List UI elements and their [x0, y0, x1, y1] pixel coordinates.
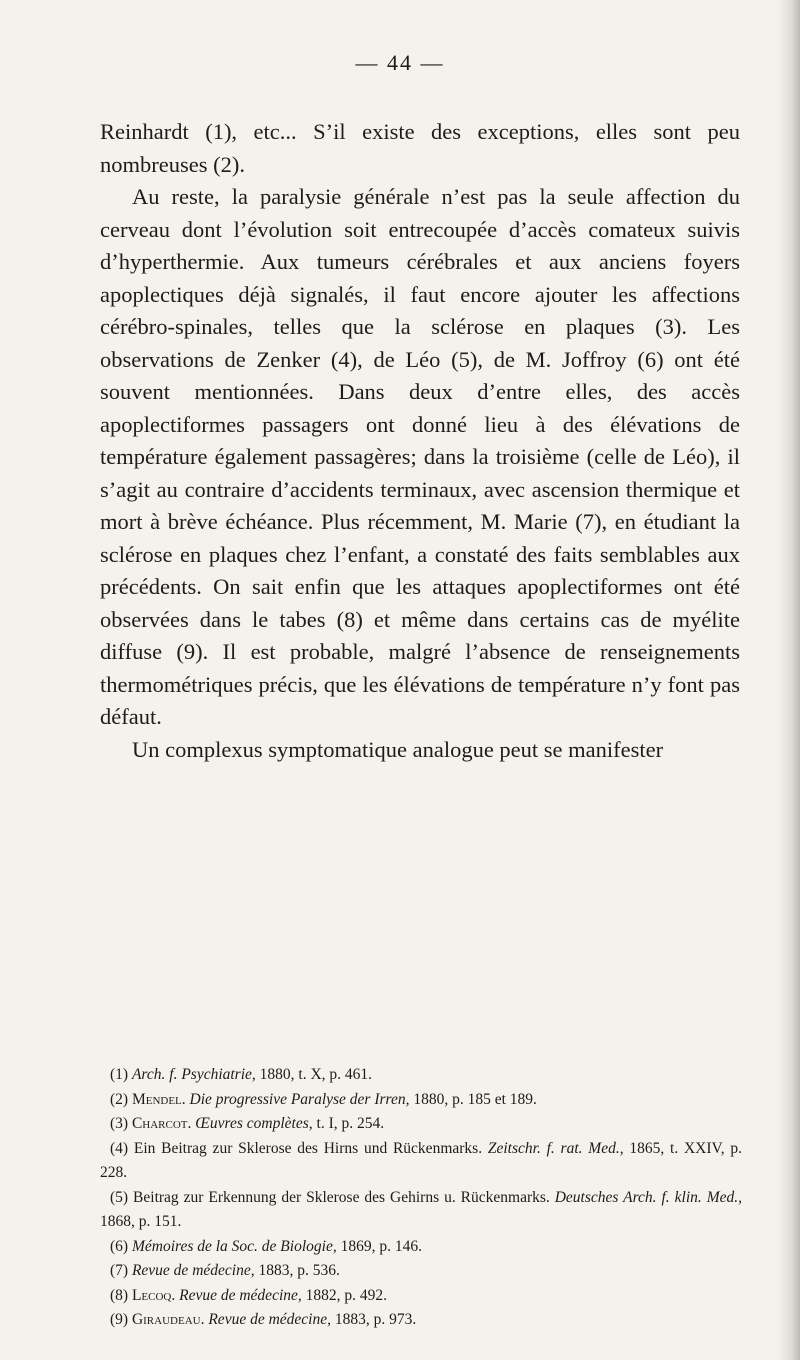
- body-text: [100, 116, 740, 766]
- footnote-2: (2) Mendel. Die progressive Paralyse der Irren, 1880, p. 185 et 189.: [110, 1090, 537, 1108]
- footnote-5: (5) Beitrag zur Erkennung der Sklerose des Gehirns u. Rückenmarks. Deutsches Arch. f. klin. Med., 1868, p. 151.: [100, 1188, 743, 1230]
- footnote-6: (6) Mémoires de la Soc. de Biologie, 1869, p. 146.: [110, 1237, 422, 1255]
- paragraph-2: Au reste, la paralysie générale n’est pas la seule affection du cerveau dont l’évolution soit entrecoupée d’accès comateux suivis d’hyperthermie. Aux tumeurs cérébrales et aux anciens foyers apoplectiques déjà signalés, il faut encore ajouter les affections cérébro-spinales, telles que la sclérose en plaques (3). Les observations de Zenker (4), de Léo (5), de M. Joffroy (6) ont été souvent mentionnées. Dans deux d’entre elles, des accès apoplectiformes passagers ont donné lieu à des élévations de température également passagères; dans la troisième (celle de Léo), il s’agit au contraire d’accidents terminaux, avec ascension thermique et mort à brève échéance. Plus récemment, M. Marie (7), en étudiant la sclérose en plaques chez l’enfant, a constaté des faits semblables aux précédents. On sait enfin que les attaques apoplectiformes ont été observées dans le tabes (8) et même dans certains cas de myélite diffuse (9). Il est probable, malgré l’absence de renseignements thermométriques précis, que les élévations de température n’y font pas défaut.: [100, 184, 740, 729]
- footnote-8: (8) Lecoq. Revue de médecine, 1882, p. 492.: [110, 1286, 388, 1304]
- footnote-1: (1) Arch. f. Psychiatrie, 1880, t. X, p. 461.: [110, 1066, 373, 1083]
- footnotes: [100, 1063, 742, 1333]
- page-edge-shadow: [778, 0, 800, 1360]
- footnote-9: (9) Giraudeau. Revue de médecine, 1883, p. 973.: [110, 1311, 417, 1328]
- footnote-7: (7) Revue de médecine, 1883, p. 536.: [110, 1262, 340, 1279]
- footnote-3: (3) Charcot. Œuvres complètes, t. I, p. 254.: [110, 1115, 385, 1132]
- paragraph-3: Un complexus symptomatique analogue peut se manifester: [132, 736, 664, 762]
- page-number: — 44 —: [355, 50, 445, 75]
- paragraph-1: Reinhardt (1), etc... S’il existe des exceptions, elles sont peu nombreuses (2).: [100, 119, 740, 177]
- footnote-4: (4) Ein Beitrag zur Sklerose des Hirns und Rückenmarks. Zeitschr. f. rat. Med., 1865, t. XXIV, p. 228.: [100, 1139, 742, 1181]
